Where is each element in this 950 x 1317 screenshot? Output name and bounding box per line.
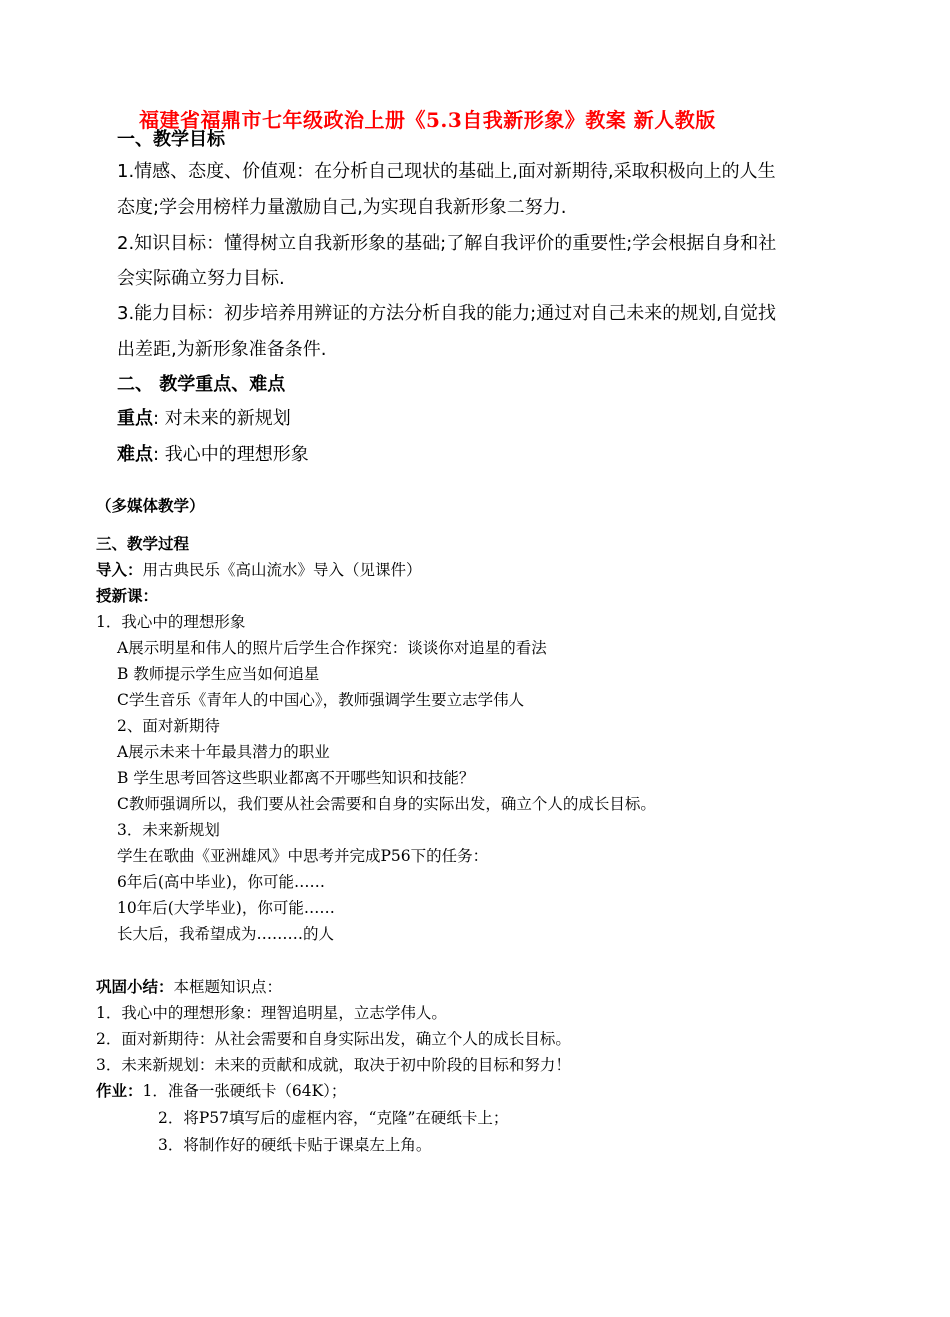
objective-line-2: 态度;学会用榜样力量激励自己,为实现自我新形象二努力.: [117, 197, 567, 218]
process-line-10: 学生在歌曲《亚洲雄风》中思考并完成P56下的任务：: [117, 847, 489, 865]
process-line-7: B 学生思考回答这些职业都离不开哪些知识和技能？: [117, 769, 475, 787]
objective-line-4: 会实际确立努力目标.: [117, 268, 285, 289]
homework-item-3: 3．将制作好的硬纸卡贴于课桌左上角。: [158, 1136, 432, 1154]
objective-line-5: 3.能力目标：初步培养用辨证的方法分析自我的能力;通过对自己未来的规划,自觉找: [117, 303, 776, 324]
process-line-11: 6年后(高中毕业)，你可能……: [117, 873, 325, 891]
summary-item-1: 1．我心中的理想形象：理智追明星，立志学伟人。: [96, 1004, 447, 1022]
process-line-9: 3．未来新规划: [117, 821, 220, 839]
objective-line-3: 2.知识目标：懂得树立自我新形象的基础;了解自我评价的重要性;学会根据自身和社: [117, 233, 777, 254]
summary-item-2: 2．面对新期待：从社会需要和自身实际出发，确立个人的成长目标。: [96, 1030, 571, 1048]
homework-label: 作业：: [96, 1081, 143, 1100]
section1-heading: 一、教学目标: [117, 129, 225, 150]
summary-line: [96, 975, 282, 997]
process-line-6: A展示未来十年最具潜力的职业: [117, 743, 330, 761]
summary-label: 巩固小结：: [96, 977, 174, 996]
homework-item-1: 1．准备一张硬纸卡（64K）；: [142, 1082, 347, 1100]
key-point-text: : 对未来的新规划: [153, 408, 291, 429]
objective-line-1: 1.情感、态度、价值观：在分析自己现状的基础上,面对新期待,采取积极向上的人生: [117, 161, 776, 182]
summary-text: 本框题知识点：: [173, 978, 283, 996]
difficult-point-text: : 我心中的理想形象: [153, 444, 309, 465]
key-point-line: [117, 404, 291, 430]
teaching-method: （多媒体教学）: [96, 496, 205, 515]
process-line-5: 2、面对新期待: [117, 717, 220, 735]
process-line-12: 10年后(大学毕业)，你可能……: [117, 899, 335, 917]
section2-heading: 二、 教学重点、难点: [117, 374, 286, 395]
intro-line: [96, 558, 422, 580]
intro-label: 导入：: [96, 560, 143, 579]
intro-text: 用古典民乐《高山流水》导入（见课件）: [142, 561, 422, 579]
difficult-point-label: 难点: [117, 444, 153, 465]
section3-heading: 三、教学过程: [96, 534, 190, 553]
process-line-1: 1．我心中的理想形象: [96, 613, 246, 631]
process-line-13: 长大后，我希望成为………的人: [117, 925, 335, 943]
process-line-3: B 教师提示学生应当如何追星: [117, 665, 320, 683]
process-line-8: C教师强调所以，我们要从社会需要和自身的实际出发，确立个人的成长目标。: [117, 795, 656, 813]
summary-item-3: 3．未来新规划：未来的贡献和成就，取决于初中阶段的目标和努力！: [96, 1056, 571, 1074]
objective-line-6: 出差距,为新形象准备条件.: [117, 339, 327, 360]
new-lesson-label: 授新课：: [96, 586, 159, 605]
homework-item-2: 2．将P57填写后的虚框内容，“克隆”在硬纸卡上；: [158, 1109, 509, 1127]
homework-line-1: [96, 1079, 346, 1101]
document-title: 福建省福鼎市七年级政治上册《5.3自我新形象》教案 新人教版: [139, 108, 716, 132]
difficult-point-line: [117, 440, 309, 466]
process-line-2: A展示明星和伟人的照片后学生合作探究：谈谈你对追星的看法: [117, 639, 547, 657]
process-line-4: C学生音乐《青年人的中国心》，教师强调学生要立志学伟人: [117, 691, 525, 709]
key-point-label: 重点: [117, 408, 153, 429]
